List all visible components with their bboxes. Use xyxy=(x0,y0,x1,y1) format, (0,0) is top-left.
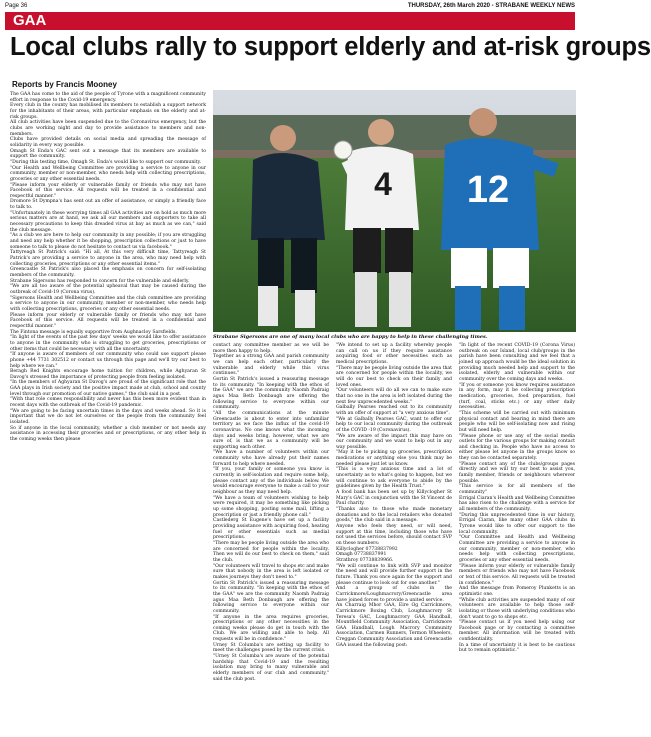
paragraph: And a group of clubs in the Carrickmore/Loughmacrory/Greencastle area have joined forces to provide a united service. xyxy=(336,586,452,603)
paragraph: "In light of the recent COVID-19 (Corona Virus) outbreak on our Island, local club/groups in the parish have been consulting and we feel that a joined up approach would be the ideal solution in providing much needed help and support to the isolated, elderly and vulnerable within our community over the coming days and weeks. xyxy=(459,343,575,382)
paragraph: "Sigersons Health and Wellbeing Committee and the club committee are providing a service to anyone in our community, member or non-member, who needs help with collecting prescriptions, groceries or any other essential needs. xyxy=(10,295,206,312)
paragraph: "We intend to set up a facility whereby people can call on us if they require assistance acquiring food or other necessities such as medical prescriptions. xyxy=(336,343,452,365)
paragraph: Errigal Ciaran's Health and Wellbeing Committee has also risen to the challenge with a service for all members of the community. xyxy=(459,495,575,513)
jersey-number-4: 4 xyxy=(374,166,392,202)
section-label: GAA xyxy=(13,12,47,29)
paragraph: "Our Health and Wellbeing Committee are providing a service to anyone in our community, member or non-member, who needs help with collecting prescriptions, groceries or any other essential needs. xyxy=(10,165,206,182)
paragraph: "If you or someone you know requires assistance in any form, may it be collecting prescription medication, groceries, food preparation, fuel (turf, coal, sticks etc.) or any other daily necessities. xyxy=(459,382,575,411)
paragraph: "Thanks also to those who made monetary donations and to the local retailers who donated goods," the club said in a message. xyxy=(336,507,452,524)
page-number: Page 36 xyxy=(5,3,28,9)
paragraph: Galbally Pearses reached out to its community with an offer of support at "a very anxious time". xyxy=(336,405,452,416)
paragraph: And the message from Pomeroy Plunketts is an optimistic one. xyxy=(459,586,575,597)
paragraph: The Fintona message is equally supportive from Aughnacloy Sarsfields. xyxy=(10,329,177,335)
paragraph: "During this unprecedented time in our history, Errigal Ciaran, like many other GAA clubs in Tyrone would like to offer our support to the local community. xyxy=(459,512,575,535)
paragraph: "May it be to picking up groceries, prescription medications or anything else you think may be needed please just let us know. xyxy=(336,450,452,467)
headline: Local clubs rally to support elderly and at-risk groups xyxy=(10,33,651,61)
paragraph: "In the members of Aghyaran St Davog's are proud of the significant role that the GAA plays in Irish society and the positive impact made at club, school and county level through our promotion of our native games," the club said in a post. xyxy=(10,380,206,397)
paragraph: "We will continue to link with SVP and monitor the need and will provide further support in the future. Thank you once again for the support and please continue to look out for one another." xyxy=(336,563,452,586)
paragraph: "There may be people living outside the area who are concerned for people within the locality. Then we will do our best to check on them," said the club. xyxy=(213,540,329,563)
paragraph: Together as a strong GAA and parish community we can help each other, particularly the vulnerable and elderly while this virus continues." xyxy=(213,354,329,377)
paragraph: So if anyone in the local community, whether a club member or not needs any assistance in accessing their groceries and or prescriptions, or any other help in the coming weeks then please xyxy=(10,425,206,443)
paragraph: Strabane Sigersons has responded to concern for the vulnerable and elderly. xyxy=(10,278,190,284)
article-column-1 xyxy=(10,92,206,732)
paragraph: Omagh St Enda's GAC sent out a message that its members are available to support the community. xyxy=(10,148,206,160)
paragraph: "If anyone is aware of members of our community who could use support please phone +44 7731 302512 or contact us through this page and we'll try our best to help where we can." xyxy=(10,352,206,369)
paragraph: The GAA has come to the aid of the people of Tyrone with a magnificent community effort in response to the Covid-19 emergency. xyxy=(10,92,206,103)
paragraph: "This is a very anxious time and a lot of uncertainty as to what's going to happen, but we will continue to ask everyone to abide by the guidelines given by the Health Trust." xyxy=(336,467,452,490)
article-column-2 xyxy=(213,343,329,733)
paragraph: All club activities have been suspended due to the Coronavirus emergency, but the clubs are working night and day to provide assistance to members and non-members. xyxy=(10,120,206,137)
paragraph: "With that role comes responsibility and never has this been more evident than in recent days with the outbreak of the Covid-19 pandemic. xyxy=(10,397,206,409)
match-photo-illustration xyxy=(213,90,576,332)
paragraph: Every club in the county has mobilised its members to establish a support network for the inhabitants of their areas, with particular emphasis on the elderly and at-risk groups. xyxy=(10,103,206,120)
paragraph: "Urney St Columba's are aware of the potential hardship that Covid-19 and the resulting isolation may bring to many vulnerable and elderly members of our club and community," said the club post. xyxy=(213,654,329,682)
paragraph: "As a club we are here to help our community in any possible; if you are struggling and need any help whether it be shopping, prescription collections or just to have someone to talk to please do not hesitate to contact us via facebook." xyxy=(10,233,206,250)
paragraph: contact any committee member as we will be more then happy to help. xyxy=(213,343,329,354)
paragraph: "We are all too aware of the potential upheaval that may be caused during the outbreak of Covid-19 (Corona virus). xyxy=(10,284,206,295)
paragraph: An Charraig Mhor GAA, Eire Og Carrickmore, Carrickmore Boxing Club, Loughmacrory St Teresa's GAC, Loughmacrory GAA Handball, Mountfield Community Association, Carrickmore GAA Handball, Lough Macrory Community Association, Carmen Runners, Termon Wheelers, Creggan Community Association and Greencastle GAA issued the following post: xyxy=(336,603,452,648)
paragraph: Omagh 07738837991 xyxy=(336,552,387,558)
paragraph: Dromore St Dympna's has sent out an offer of assistance, or simply a friendly face to talk to. xyxy=(10,199,206,211)
paragraph: A food bank has been set up by Killyclogher St Mary's GAC in conjunction with the St Vincent de Paul charity. xyxy=(336,490,452,507)
paragraph: Tattyreagh St Patrick's said: "Hi all, At this very difficult time, Tattyreagh St Patrick's are providing a service to anyone in the area, who may need help with collecting groceries, prescriptions or any other essential items." xyxy=(10,250,206,267)
paragraph: "Please contact us if you need help using our Facebook page or by contacting a committee member. All information will be treated with confidentiality. xyxy=(459,620,575,643)
paragraph: "Please inform your elderly or vulnerable family members or friends who may not have Facebook or text of this service. All requests will be treated in confidence." xyxy=(459,563,575,586)
byline: Reports by Francis Mooney xyxy=(12,80,117,89)
section-bar xyxy=(5,12,575,30)
paragraph: "We are going to be facing uncertain times in the days and weeks ahead. So it is important that we do not let ourselves or the people from the community feel isolated. xyxy=(10,408,206,426)
paragraph: "This scheme will be carried out with minimum physical contact and bearing in mind there are people who will be self-isolating now and rising but will need help. xyxy=(459,410,575,433)
paragraph: "If anyone in the area requires groceries, prescriptions or any other necessities in the coming weeks please do get in touch with the Club. We are willing and able to help. All requests will be in confidence." xyxy=(213,614,329,643)
page-header xyxy=(5,3,575,12)
paragraph: Gortin St Patrick's issued a reassuring message to its community. "In keeping with the ethos of the GAA" we are the community Naomh Padraig agus Maa Beth Donbaugh are offering the following service to everyone within our community. xyxy=(213,376,329,411)
paragraph: In a time of uncertainty it is best to be cautious but to remain optimistic." xyxy=(459,642,575,654)
paragraph: Killyclogher 07738837992 xyxy=(336,546,398,552)
paragraph: Strathroy 07738839966. xyxy=(336,557,394,563)
paragraph: Castlederg St Eugene's have set up a facility providing assistance with acquiring food, heating fuel or other essentials such as medial prescriptions. xyxy=(213,518,329,541)
paragraph: "Our Committee and Health and Wellbeing Committee are providing a service to anyone in our community, member or non-member, who needs help with collecting prescriptions, groceries or any other essential needs. xyxy=(459,535,575,563)
paragraph: "Please inform your elderly or vulnerable family or friends who may not have Facebook of this service. All requests will be treated in a confidential and respectful manner." xyxy=(10,182,206,199)
paragraph: Please inform your elderly or vulnerable family or friends who may not have Facebook of this service. All requests will be treated in a confidential and respectful manner." xyxy=(10,312,206,329)
article-column-4 xyxy=(459,343,575,733)
paragraph: Greencastle St Patrick's also placed the emphasis on concern for self-isolating members of the community. xyxy=(10,267,206,278)
article-column-3 xyxy=(336,343,452,733)
paragraph: "While club activities are suspended many of our volunteers are available to help those self-isolating or those with underlying conditions who don't want to go to shops etc. xyxy=(459,597,575,620)
paragraph: "This service is for all members of the community" xyxy=(459,484,575,496)
paragraph: "Our volunteers will do all we can to make sure that no one in the area is left isolated during the next few unprecedented weeks." xyxy=(336,388,452,405)
photo-caption: Strabane Sigersons are one of many local clubs who are happy to help in these challenging times. xyxy=(213,334,488,340)
paragraph: "Unfortunately in these worrying times all GAA activities are on hold as much more serious matters are at hand, we ask all our members and supporters to take all necessary precautions to keep this dreaded virus at bay as much as we can," said the club message. xyxy=(10,210,206,233)
paragraph: "We have a number of volunteers within our community who have already put their names forward to help where needed. xyxy=(213,450,329,467)
paragraph: "In light of the events of the past few days' weeks we would like to offer assistance to anyone in the community who is struggling to get groceries, prescriptions or other items that could be necessary with all the uncertainty. xyxy=(10,335,206,352)
paragraph: "During this testing time, Omagh St. Enda's would like to support our community. xyxy=(10,159,202,165)
paragraph: Anyone who feels they need, or will need, support at this time, including those who have not used the services before, should contact SVP on these numbers: xyxy=(336,524,452,546)
paragraph: "We are aware of the impact this may have on our community and we want to help out in any way possible. xyxy=(336,433,452,450)
paragraph: Gortin St Patrick's issued a reassuring message to its community. "In keeping with the ethos of the GAA" we are the community Naomh Padraig agus Maa Beth Donbaugh are offering the following service to everyone within our community. xyxy=(213,580,329,614)
paragraph: "There may be people living outside the area that are concerned for people within the locality, we will do our best to check on their family and loved ones. xyxy=(336,365,452,388)
paragraph: "Please contact any of the clubs/groups pages directly and we will try our best to assist you, family member, friends or neighbours wherever possible. xyxy=(459,461,575,484)
paragraph: Urney St Columba's are setting up facility to meet the challenges posed by the current crisis. xyxy=(213,642,329,654)
jersey-number-12: 12 xyxy=(466,169,510,211)
paragraph: "Our volunteers will travel to shops etc and make sure that nobody in the area is left isolated or makes journeys they don't need to." xyxy=(213,563,329,580)
paragraph: "We have a team of volunteers wishing to help were required, it may be something like picking up some shopping, posting some mail, lifting a prescription or just a friendly phone call." xyxy=(213,495,329,518)
paragraph: "If you, your family or someone you know is currently in self-isolation and require some help, please contact any of the individuals below. We would encourage everyone to make a call to your neighbour as they may need help. xyxy=(213,467,329,496)
match-photo xyxy=(213,90,576,332)
paragraph: Beragh Red Knights encourage home tuition for children, while Aghyaran St Davog's stressed the importance of protecting people from feeling isolated. xyxy=(10,369,206,380)
paragraph: "Please phone or use any of the social media outlets for the various groups for making contact and checking in. People who have no access to either please let anyone in the groups know so they can be contacted separately. xyxy=(459,433,575,462)
paragraph: "All the communications at the minute Greencastle is about to enter into unfamiliar territory as we face the influx of the covid-19 coronavirus. No one knows what the incoming days and weeks bring, however, what we are sure of, is that we as a community will be supporting each other. xyxy=(213,410,329,450)
paragraph: "We at Galbally Pearses GAC, want to offer our help to our local community during the outbreak of the COVID -19 (Coronavirus). xyxy=(336,416,452,433)
paragraph: Clubs have provided details on social media and spreading the message of solidarity in every way possible. xyxy=(10,137,206,148)
masthead: THURSDAY, 26th March 2020 - STRABANE WEEKLY NEWS xyxy=(407,3,575,9)
